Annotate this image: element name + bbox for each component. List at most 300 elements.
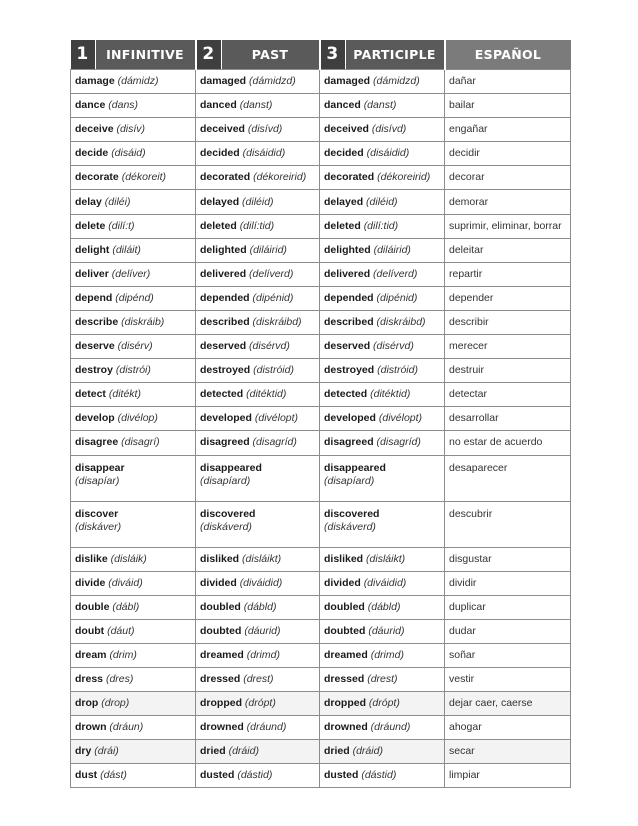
verb-form: deleted (324, 219, 361, 232)
verb-form: disagreed (200, 436, 250, 449)
past-cell (196, 407, 320, 431)
pronunciation: (diváidid) (239, 576, 283, 589)
pronunciation: (dans) (108, 99, 139, 112)
table-row (71, 764, 571, 788)
verb-form: decorated (200, 171, 251, 184)
past-cell (196, 571, 320, 595)
verb-form: dropped (200, 697, 242, 710)
pronunciation: (disapíard) (200, 474, 251, 487)
participle-cell (320, 262, 445, 286)
verb-form: decided (324, 147, 364, 160)
spanish-translation: bailar (445, 94, 571, 118)
past-cell (196, 310, 320, 334)
spanish-translation: dejar caer, caerse (445, 692, 571, 716)
table-row (71, 166, 571, 190)
past-cell (196, 70, 320, 94)
infinitive-cell (71, 166, 196, 190)
past-cell (196, 667, 320, 691)
table-row (71, 359, 571, 383)
pronunciation: (disláikt) (242, 552, 282, 565)
header-number: 3 (321, 40, 346, 69)
table-row (71, 383, 571, 407)
table-row (71, 118, 571, 142)
pronunciation: (dábld) (243, 600, 277, 613)
pronunciation: (disérvd) (249, 340, 290, 353)
spanish-translation: deleitar (445, 238, 571, 262)
table-row (71, 501, 571, 547)
verb-form: dressed (200, 673, 241, 686)
pronunciation: (dáurid) (368, 624, 405, 637)
pronunciation: (dábl) (112, 600, 140, 613)
verb-form: disagree (75, 436, 119, 449)
infinitive-cell (71, 692, 196, 716)
pronunciation: (diskáverd) (200, 520, 252, 533)
table-row (71, 94, 571, 118)
pronunciation: (dáut) (107, 624, 135, 637)
pronunciation: (diláirid) (249, 243, 287, 256)
pronunciation: (disagríd) (252, 436, 297, 449)
verb-form: drowned (324, 721, 368, 734)
table-row (71, 407, 571, 431)
participle-cell (320, 740, 445, 764)
spanish-translation: dividir (445, 571, 571, 595)
infinitive-cell (71, 619, 196, 643)
participle-cell (320, 118, 445, 142)
table-header-row (71, 40, 571, 70)
table-body (71, 70, 571, 788)
header-label: PAST (251, 47, 289, 62)
pronunciation: (dráid) (352, 745, 383, 758)
verb-form: dried (324, 745, 350, 758)
verb-form: deceived (324, 123, 369, 136)
infinitive-cell (71, 94, 196, 118)
verb-form: decided (200, 147, 240, 160)
pronunciation: (disagrí) (121, 436, 160, 449)
verb-form: delivered (324, 267, 371, 280)
pronunciation: (drim) (109, 648, 137, 661)
verb-form: decorated (324, 171, 375, 184)
pronunciation: (delíverd) (373, 267, 418, 280)
infinitive-cell (71, 310, 196, 334)
spanish-translation: vestir (445, 667, 571, 691)
spanish-translation: dudar (445, 619, 571, 643)
header-participle (320, 40, 445, 70)
past-cell (196, 286, 320, 310)
infinitive-cell (71, 740, 196, 764)
spanish-translation: disgustar (445, 547, 571, 571)
pronunciation: (dástid) (237, 769, 273, 782)
verb-form: damaged (200, 75, 247, 88)
infinitive-cell (71, 286, 196, 310)
verb-form: discover (75, 507, 119, 520)
participle-cell (320, 455, 445, 501)
participle-cell (320, 94, 445, 118)
pronunciation: (diváid) (108, 576, 143, 589)
header-label: INFINITIVE (106, 47, 184, 62)
pronunciation: (dres) (105, 673, 134, 686)
spanish-translation: repartir (445, 262, 571, 286)
pronunciation: (disláik) (110, 552, 147, 565)
verb-form: disagreed (324, 436, 374, 449)
pronunciation: (disérvd) (373, 340, 414, 353)
table-row (71, 238, 571, 262)
verb-form: divided (200, 576, 237, 589)
spanish-translation: desaparecer (445, 455, 571, 501)
pronunciation: (danst) (239, 99, 273, 112)
spanish-translation: merecer (445, 335, 571, 359)
pronunciation: (diskráib) (121, 315, 165, 328)
verb-form: developed (200, 412, 252, 425)
header-number: 1 (71, 40, 96, 69)
infinitive-cell (71, 547, 196, 571)
table-row (71, 692, 571, 716)
participle-cell (320, 619, 445, 643)
verb-form: divide (75, 576, 106, 589)
past-cell (196, 262, 320, 286)
verb-form: dropped (324, 697, 366, 710)
pronunciation: (dipénid) (252, 291, 294, 304)
pronunciation: (dráund) (246, 721, 287, 734)
spanish-translation: no estar de acuerdo (445, 431, 571, 455)
infinitive-cell (71, 431, 196, 455)
header-infinitive (71, 40, 196, 70)
pronunciation: (drái) (94, 745, 119, 758)
verb-table-page (70, 40, 570, 788)
verb-form: deliver (75, 267, 109, 280)
verb-form: dreamed (324, 648, 368, 661)
infinitive-cell (71, 214, 196, 238)
verb-form: disliked (324, 552, 364, 565)
past-cell (196, 455, 320, 501)
verb-form: dance (75, 99, 106, 112)
verb-form: damage (75, 75, 115, 88)
table-row (71, 455, 571, 501)
pronunciation: (dást) (100, 769, 127, 782)
table-row (71, 547, 571, 571)
verb-form: discovered (200, 507, 256, 520)
pronunciation: (diváidid) (363, 576, 407, 589)
header-espanol (445, 40, 571, 70)
participle-cell (320, 310, 445, 334)
table-row (71, 190, 571, 214)
verb-form: decide (75, 147, 109, 160)
pronunciation: (disapíar) (75, 474, 120, 487)
participle-cell (320, 407, 445, 431)
verb-form: delete (75, 219, 106, 232)
verb-form: doubted (324, 624, 366, 637)
table-row (71, 667, 571, 691)
pronunciation: (dráun) (109, 721, 144, 734)
spanish-translation: describir (445, 310, 571, 334)
pronunciation: (disagríd) (376, 436, 421, 449)
spanish-translation: decorar (445, 166, 571, 190)
participle-cell (320, 716, 445, 740)
verb-form: disappear (75, 461, 125, 474)
verb-form: delight (75, 243, 110, 256)
past-cell (196, 166, 320, 190)
participle-cell (320, 692, 445, 716)
verb-form: deserve (75, 340, 115, 353)
verb-form: described (200, 315, 250, 328)
past-cell (196, 643, 320, 667)
table-row (71, 70, 571, 94)
spanish-translation: suprimir, eliminar, borrar (445, 214, 571, 238)
past-cell (196, 238, 320, 262)
past-cell (196, 118, 320, 142)
verb-form: developed (324, 412, 376, 425)
verb-form: doubt (75, 624, 105, 637)
pronunciation: (dilí:tid) (363, 219, 399, 232)
participle-cell (320, 667, 445, 691)
table-row (71, 431, 571, 455)
spanish-translation: desarrollar (445, 407, 571, 431)
spanish-translation: decidir (445, 142, 571, 166)
pronunciation: (dámidzd) (373, 75, 420, 88)
verb-form: dressed (324, 673, 365, 686)
pronunciation: (diskráibd) (376, 315, 426, 328)
pronunciation: (dráund) (370, 721, 411, 734)
pronunciation: (danst) (363, 99, 397, 112)
table-row (71, 716, 571, 740)
table-row (71, 214, 571, 238)
verb-form: drown (75, 721, 107, 734)
verb-form: described (324, 315, 374, 328)
pronunciation: (ditéktid) (246, 388, 287, 401)
participle-cell (320, 286, 445, 310)
participle-cell (320, 643, 445, 667)
verb-form: delayed (200, 195, 240, 208)
participle-cell (320, 431, 445, 455)
table-row (71, 595, 571, 619)
past-cell (196, 547, 320, 571)
verb-form: doubled (200, 600, 241, 613)
pronunciation: (dábld) (367, 600, 401, 613)
verb-form: double (75, 600, 110, 613)
verb-form: delivered (200, 267, 247, 280)
pronunciation: (dástid) (361, 769, 397, 782)
table-row (71, 262, 571, 286)
spanish-translation: engañar (445, 118, 571, 142)
past-cell (196, 764, 320, 788)
verb-form: delayed (324, 195, 364, 208)
past-cell (196, 335, 320, 359)
pronunciation: (dámidz) (117, 75, 159, 88)
verb-form: detected (324, 388, 368, 401)
spanish-translation: soñar (445, 643, 571, 667)
verb-form: dress (75, 673, 104, 686)
pronunciation: (dráid) (228, 745, 259, 758)
pronunciation: (drop) (101, 697, 130, 710)
verb-form: divided (324, 576, 361, 589)
header-label: PARTICIPLE (353, 47, 436, 62)
participle-cell (320, 359, 445, 383)
pronunciation: (dámidzd) (249, 75, 296, 88)
past-cell (196, 595, 320, 619)
verb-form: destroy (75, 364, 113, 377)
table-row (71, 643, 571, 667)
pronunciation: (disáidid) (242, 147, 286, 160)
infinitive-cell (71, 118, 196, 142)
verb-form: danced (324, 99, 361, 112)
infinitive-cell (71, 716, 196, 740)
pronunciation: (divélopt) (378, 412, 423, 425)
spanish-translation: detectar (445, 383, 571, 407)
pronunciation: (diskáver) (75, 520, 122, 533)
spanish-translation: demorar (445, 190, 571, 214)
verb-form: deleted (200, 219, 237, 232)
participle-cell (320, 166, 445, 190)
past-cell (196, 214, 320, 238)
verb-form: detect (75, 388, 106, 401)
verb-form: describe (75, 315, 119, 328)
verb-form: develop (75, 412, 115, 425)
verb-form: discovered (324, 507, 380, 520)
participle-cell (320, 335, 445, 359)
verb-form: disappeared (200, 461, 262, 474)
infinitive-cell (71, 238, 196, 262)
verb-form: depend (75, 291, 113, 304)
irregular-verb-table (70, 40, 571, 788)
past-cell (196, 190, 320, 214)
verb-form: damaged (324, 75, 371, 88)
participle-cell (320, 383, 445, 407)
verb-form: deserved (200, 340, 247, 353)
verb-form: decorate (75, 171, 119, 184)
past-cell (196, 619, 320, 643)
verb-form: dry (75, 745, 92, 758)
verb-form: deceived (200, 123, 245, 136)
verb-form: depended (200, 291, 250, 304)
verb-form: delay (75, 195, 102, 208)
infinitive-cell (71, 70, 196, 94)
spanish-translation: destruir (445, 359, 571, 383)
verb-form: disliked (200, 552, 240, 565)
table-row (71, 335, 571, 359)
spanish-translation: limpiar (445, 764, 571, 788)
table-row (71, 286, 571, 310)
infinitive-cell (71, 407, 196, 431)
pronunciation: (diléid) (366, 195, 398, 208)
infinitive-cell (71, 262, 196, 286)
infinitive-cell (71, 359, 196, 383)
pronunciation: (drópt) (368, 697, 400, 710)
spanish-translation: dañar (445, 70, 571, 94)
table-row (71, 310, 571, 334)
infinitive-cell (71, 667, 196, 691)
pronunciation: (drest) (243, 673, 274, 686)
pronunciation: (dékoreit) (121, 171, 167, 184)
past-cell (196, 94, 320, 118)
spanish-translation: descubrir (445, 501, 571, 547)
participle-cell (320, 190, 445, 214)
participle-cell (320, 142, 445, 166)
verb-form: dreamed (200, 648, 244, 661)
infinitive-cell (71, 142, 196, 166)
infinitive-cell (71, 595, 196, 619)
past-cell (196, 692, 320, 716)
spanish-translation: secar (445, 740, 571, 764)
past-cell (196, 359, 320, 383)
verb-form: dried (200, 745, 226, 758)
verb-form: deceive (75, 123, 114, 136)
verb-form: drop (75, 697, 99, 710)
pronunciation: (drópt) (244, 697, 276, 710)
pronunciation: (drest) (367, 673, 398, 686)
verb-form: doubled (324, 600, 365, 613)
pronunciation: (distróid) (377, 364, 418, 377)
pronunciation: (dilí:tid) (239, 219, 275, 232)
spanish-translation: depender (445, 286, 571, 310)
pronunciation: (dékoreirid) (253, 171, 307, 184)
past-cell (196, 716, 320, 740)
pronunciation: (delíver) (111, 267, 151, 280)
participle-cell (320, 764, 445, 788)
infinitive-cell (71, 455, 196, 501)
participle-cell (320, 501, 445, 547)
infinitive-cell (71, 643, 196, 667)
past-cell (196, 142, 320, 166)
pronunciation: (diskáverd) (324, 520, 376, 533)
pronunciation: (diláirid) (373, 243, 411, 256)
past-cell (196, 383, 320, 407)
verb-form: destroyed (200, 364, 251, 377)
verb-form: drowned (200, 721, 244, 734)
pronunciation: (disapíard) (324, 474, 375, 487)
verb-form: dust (75, 769, 98, 782)
infinitive-cell (71, 335, 196, 359)
spanish-translation: ahogar (445, 716, 571, 740)
pronunciation: (diláit) (112, 243, 141, 256)
pronunciation: (distrói) (115, 364, 151, 377)
verb-form: doubted (200, 624, 242, 637)
pronunciation: (disáid) (111, 147, 146, 160)
participle-cell (320, 571, 445, 595)
pronunciation: (ditékt) (108, 388, 141, 401)
infinitive-cell (71, 383, 196, 407)
infinitive-cell (71, 571, 196, 595)
pronunciation: (diléi) (104, 195, 131, 208)
pronunciation: (dáurid) (244, 624, 281, 637)
verb-form: dusted (324, 769, 359, 782)
verb-form: dream (75, 648, 107, 661)
pronunciation: (dékoreirid) (377, 171, 431, 184)
verb-form: danced (200, 99, 237, 112)
participle-cell (320, 70, 445, 94)
header-label: ESPAÑOL (474, 47, 542, 62)
pronunciation: (distróid) (253, 364, 294, 377)
verb-form: dusted (200, 769, 235, 782)
past-cell (196, 431, 320, 455)
header-past (196, 40, 320, 70)
infinitive-cell (71, 190, 196, 214)
infinitive-cell (71, 501, 196, 547)
pronunciation: (divélop) (117, 412, 158, 425)
past-cell (196, 740, 320, 764)
spanish-translation: duplicar (445, 595, 571, 619)
pronunciation: (ditéktid) (370, 388, 411, 401)
pronunciation: (disívd) (247, 123, 283, 136)
pronunciation: (disívd) (371, 123, 407, 136)
pronunciation: (dipénid) (376, 291, 418, 304)
pronunciation: (diléid) (242, 195, 274, 208)
participle-cell (320, 214, 445, 238)
participle-cell (320, 547, 445, 571)
pronunciation: (disív) (116, 123, 146, 136)
table-row (71, 740, 571, 764)
pronunciation: (disláikt) (366, 552, 406, 565)
infinitive-cell (71, 764, 196, 788)
verb-form: detected (200, 388, 244, 401)
